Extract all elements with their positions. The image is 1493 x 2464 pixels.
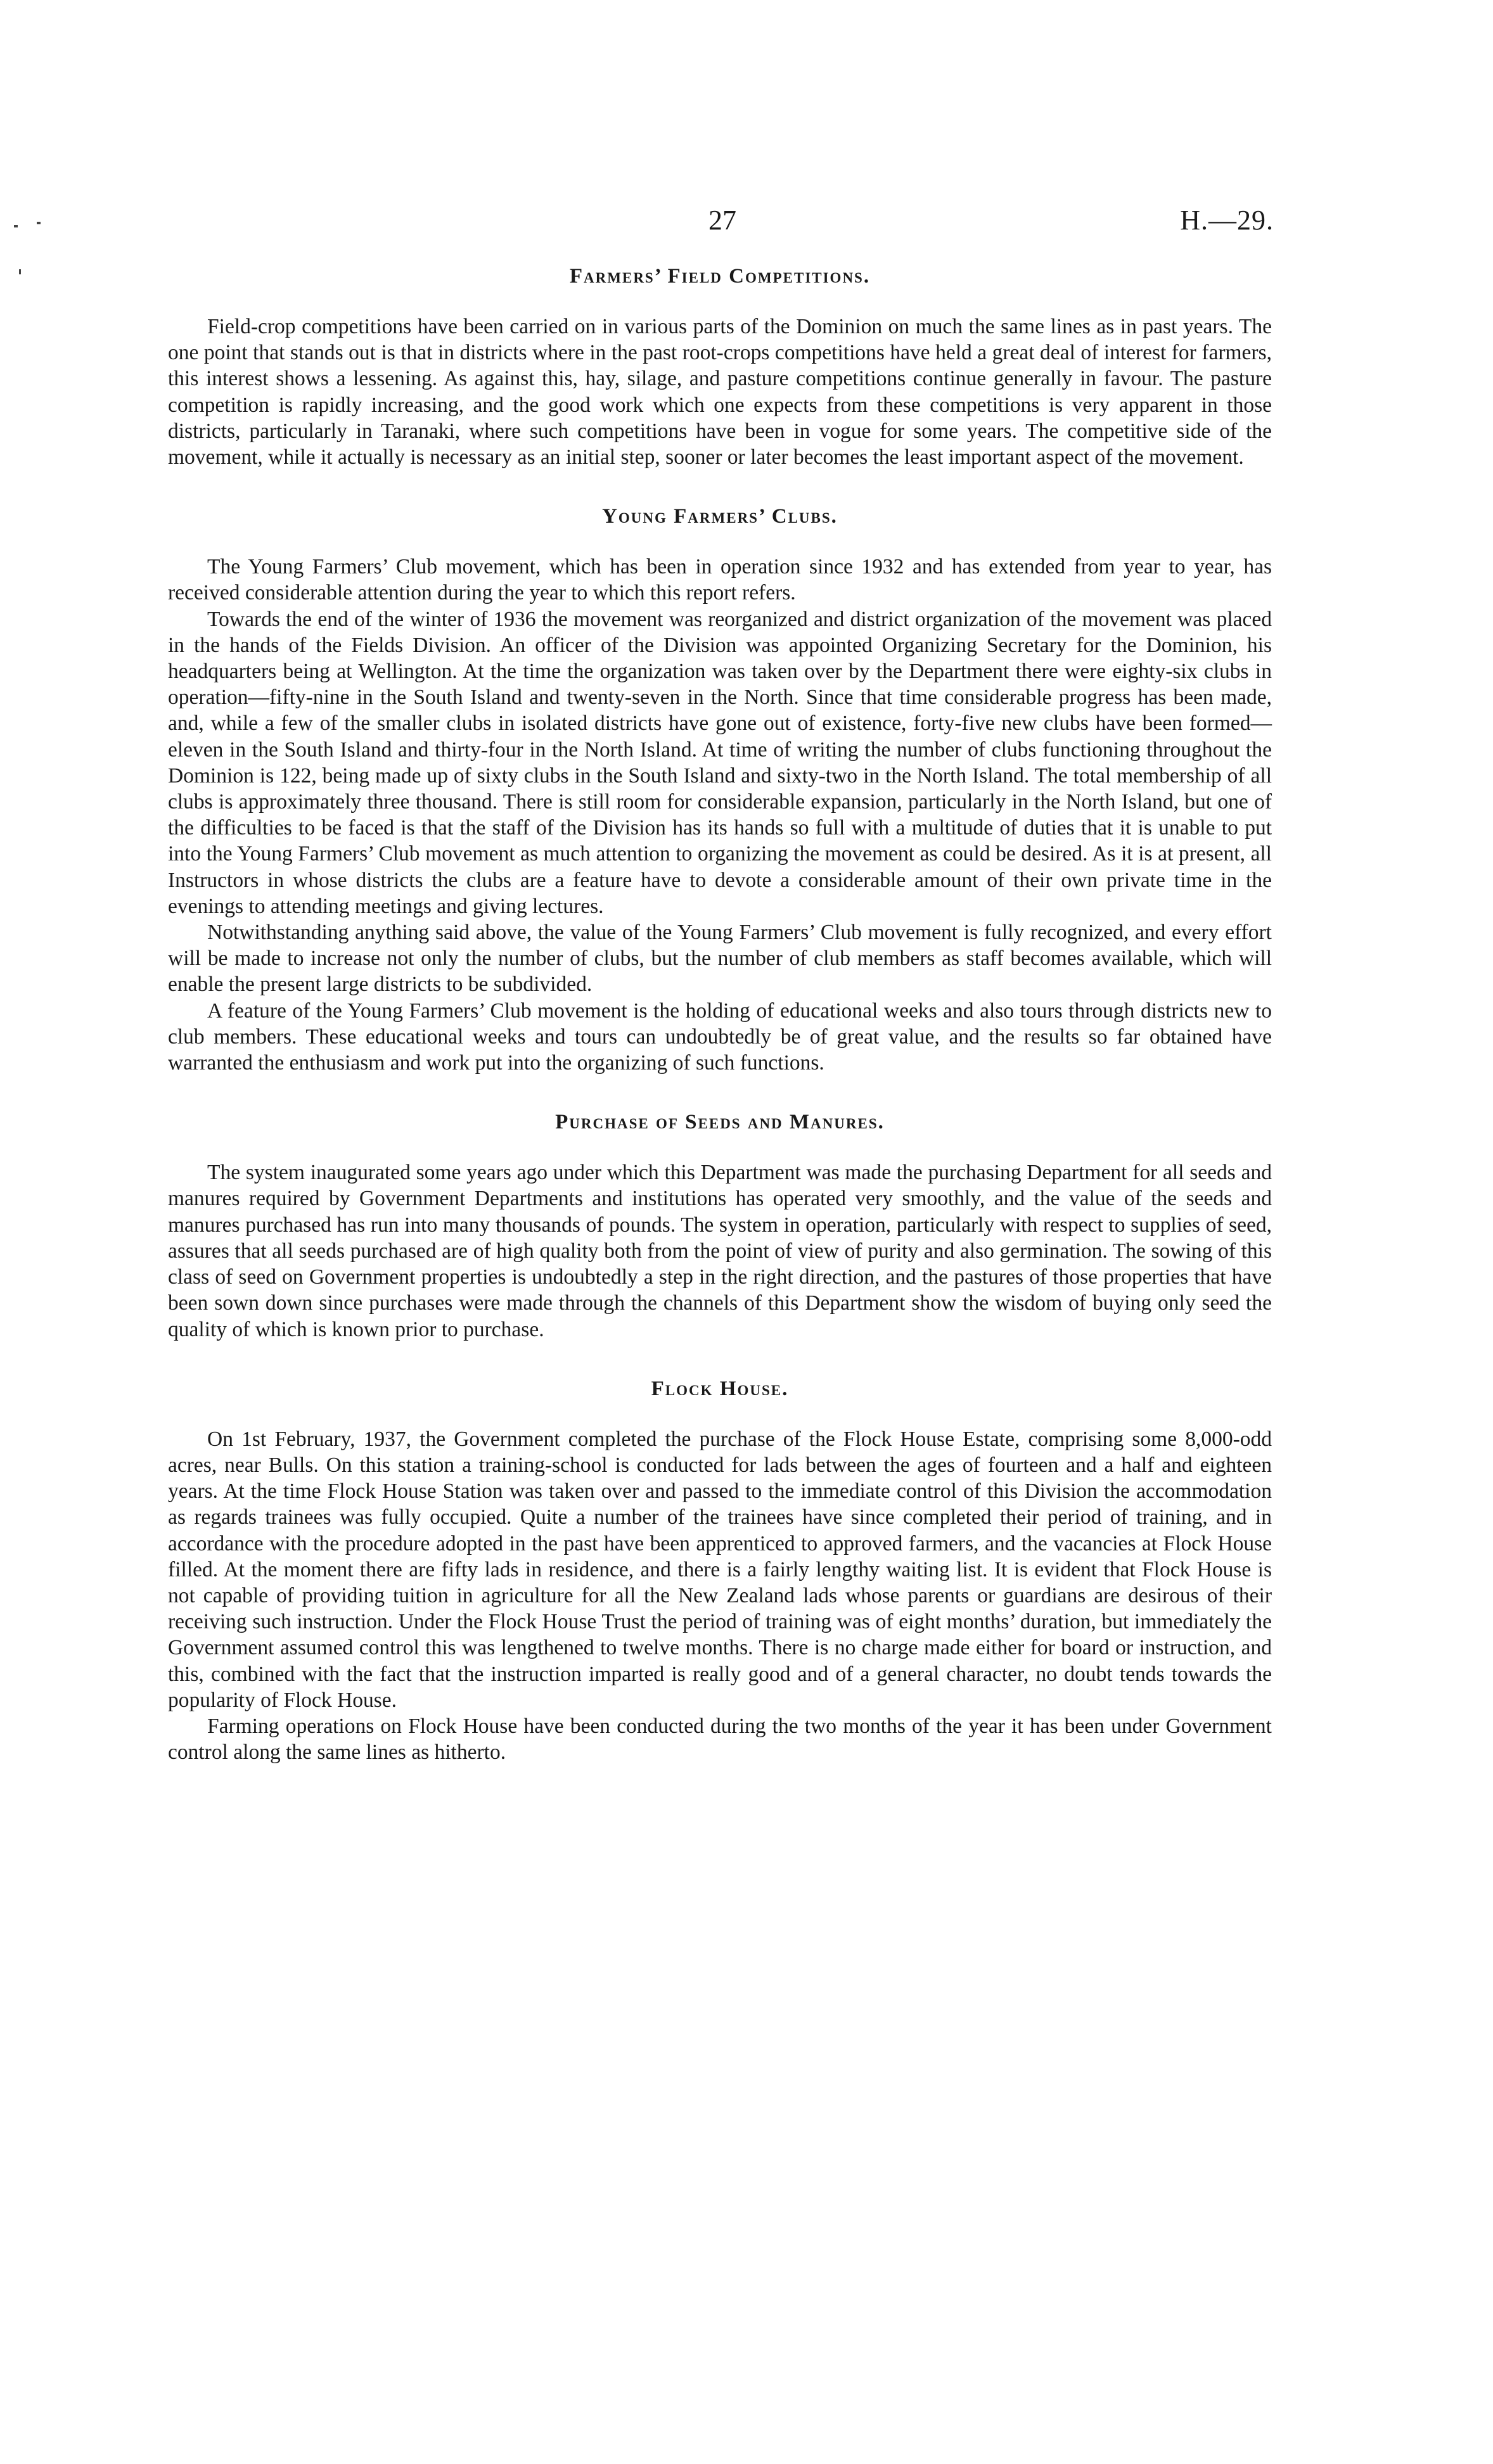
scan-mark xyxy=(14,225,18,227)
scan-mark xyxy=(37,222,41,224)
section-title: Purchase of Seeds and Manures. xyxy=(555,1111,885,1134)
section-title: Young Farmers’ Clubs. xyxy=(602,505,838,528)
paragraph: A feature of the Young Farmers’ Club movement is the holding of educational weeks and also tours through districts new to club members. These educational weeks and tours can undoubtedly be of great value, and the results so far obtained have warranted the enthusiasm and work put into the organizing of such functions. xyxy=(168,999,1272,1075)
paragraph: The Young Farmers’ Club movement, which has been in operation since 1932 and has extended from year to year, has received considerable attention during the year to which this report refers. xyxy=(168,555,1272,605)
paragraph: On 1st February, 1937, the Government completed the purchase of the Flock House Estate, comprising some 8,000-odd acres, near Bulls. On this station a training-school is conducted for lads between the ages of fourteen and a half and eighteen years. At the time Flock House Station was taken over and passed to the immediate control of this Division the accommodation as regards trainees was fully occupied. Quite a number of the trainees have since completed their period of training, and in accordance with the procedure adopted in the past have been apprenticed to approved farmers, and the vacancies at Flock House filled. At the moment there are fifty lads in residence, and there is a fairly lengthy waiting list. It is evident that Flock House is not capable of providing tuition in agriculture for all the New Zealand lads whose parents or guardians are desirous of their receiving such instruction. Under the Flock House Trust the period of training was of eight months’ duration, but immediately the Government assumed control this was lengthened to twelve months. There is no charge made either for board or instruction, and this, combined with the fact that the instruction imparted is really good and of a general character, no doubt tends towards the popularity of Flock House. xyxy=(168,1427,1272,1712)
section-young-farmers-clubs xyxy=(168,503,1272,1076)
page-body xyxy=(168,263,1272,1798)
page-number: 27 xyxy=(708,205,736,236)
paragraph: Notwithstanding anything said above, the value of the Young Farmers’ Club movement is fully recognized, and every effort will be made to increase not only the number of clubs, but the number of club members as staff becomes available, which will enable the present large districts to be subdivided. xyxy=(168,921,1272,997)
section-title: Farmers’ Field Competitions. xyxy=(569,265,871,288)
section-flock-house xyxy=(168,1376,1272,1766)
document-reference: H.—29. xyxy=(1180,205,1274,236)
page-header xyxy=(171,201,1274,239)
section-purchase-of-seeds-and-manures xyxy=(168,1109,1272,1342)
section-title: Flock House. xyxy=(651,1377,789,1400)
section-farmers-field-competitions xyxy=(168,263,1272,470)
paragraph: The system inaugurated some years ago under which this Department was made the purchasing Department for all seeds and manures required by Government Departments and institutions has operated very smoothly, and the value of the seeds and manures purchased has run into many thousands of pounds. The system in operation, particularly with respect to supplies of seed, assures that all seeds purchased are of high quality both from the point of view of purity and also germination. The sowing of this class of seed on Government properties is undoubtedly a step in the right direction, and the pastures of those properties that have been sown down since purchases were made through the channels of this Department show the wisdom of buying only seed the quality of which is known prior to purchase. xyxy=(168,1161,1272,1341)
paragraph: Farming operations on Flock House have been conducted during the two months of the year it has been under Government control along the same lines as hitherto. xyxy=(168,1714,1272,1765)
scan-mark xyxy=(19,269,21,274)
paragraph: Field-crop competitions have been carried on in various parts of the Dominion on much the same lines as in past years. The one point that stands out is that in districts where in the past root-crops competitions have held a great deal of interest for farmers, this interest shows a lessening. As against this, hay, silage, and pasture competitions continue generally in favour. The pasture competition is rapidly increasing, and the good work which one expects from these competitions is very apparent in those districts, particularly in Taranaki, where such competitions have been in vogue for some years. The competitive side of the movement, while it actually is necessary as an initial step, sooner or later becomes the least important aspect of the movement. xyxy=(168,315,1272,469)
paragraph: Towards the end of the winter of 1936 the movement was reorganized and district organization of the movement was placed in the hands of the Fields Division. An officer of the Division was appointed Organizing Secretary for the Dominion, his headquarters being at Wellington. At the time the organization was taken over by the Department there were eighty-six clubs in operation—fifty-nine in the South Island and twenty-seven in the North. Since that time considerable progress has been made, and, while a few of the smaller clubs in isolated districts have gone out of existence, forty-five new clubs have been formed—eleven in the South Island and thirty-four in the North Island. At time of writing the number of clubs functioning throughout the Dominion is 122, being made up of sixty clubs in the South Island and sixty-two in the North Island. The total membership of all clubs is approximately three thousand. There is still room for considerable expansion, particularly in the North Island, but one of the difficulties to be faced is that the staff of the Division has its hands so full with a multitude of duties that it is unable to put into the Young Farmers’ Club movement as much attention to organizing the movement as could be desired. As it is at present, all Instructors in whose districts the clubs are a feature have to devote a considerable amount of their own private time in the evenings to attending meetings and giving lectures. xyxy=(168,607,1272,918)
